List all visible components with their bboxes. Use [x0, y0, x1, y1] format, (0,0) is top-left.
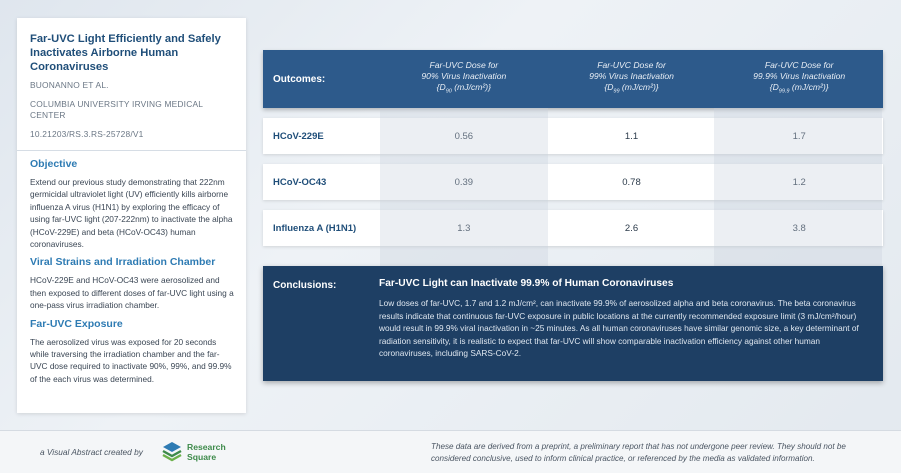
column-header: Far-UVC Dose for 99.9% Virus Inactivation {$D_{99.9}$ (mJ/cm²)}: [753, 60, 846, 95]
outcomes-label: Outcomes:: [273, 73, 326, 85]
section-text: Extend our previous study demonstrating that 222nm germicidal ultraviolet light (UV) efficiently kills airborne influenza A virus (H1N1) by exploring the efficacy of using far-UVC light (207-222nm) to inactivate the alpha (HCoV-229E) and beta (HCoV-OC43) human coronaviruses.: [30, 177, 233, 250]
table-cell: 1.2: [792, 176, 806, 188]
row-label: Influenza A (H1N1): [273, 222, 357, 234]
section-heading: Objective: [30, 158, 78, 170]
study-doi[interactable]: 10.21203/RS.3.RS-25728/V1: [30, 129, 144, 139]
table-row: [263, 164, 883, 200]
section-text: The aerosolized virus was exposed for 20 seconds while traversing the irradiation chamber and the far-UVC dose required to inactivate 90%, 99%, and 99.9% of the each virus was determined.: [30, 336, 232, 384]
table-row: [263, 118, 883, 154]
section-heading: Viral Strains and Irradiation Chamber: [30, 256, 216, 269]
table-cell: 1.3: [457, 222, 471, 234]
study-sidebar: [17, 18, 246, 413]
table-cell: 1.1: [624, 130, 639, 142]
conclusions-text: Low doses of far-UVC, 1.7 and 1.2 mJ/cm², can inactivate 99.9% of aerosolized alpha and beta coronavirus. The beta coronavirus results indicate that continuous far-UVC exposure in public locations at the currently recommended exposure limit (3 mJ/cm²/hour) would result in 99.9% viral inactivation in ~25 minutes. As all human coronaviruses have similar genomic size, a key determinant of radiation sensitivity, it is realistic to expect that far-UVC will show comparable inactivation efficiency against other human coronaviruses, including SARS-CoV-2.: [379, 298, 859, 359]
footer: [0, 430, 901, 473]
research-square-logo-icon[interactable]: [161, 440, 183, 462]
table-cell: 0.78: [622, 176, 641, 188]
table-cell: 1.7: [792, 130, 806, 142]
conclusions-title: Far-UVC Light can Inactivate 99.9% of Human Coronaviruses: [379, 278, 674, 289]
row-label: HCoV-OC43: [273, 176, 327, 188]
table-header: [263, 50, 883, 108]
section-heading: Far-UVC Exposure: [30, 317, 123, 330]
table-cell: 0.56: [454, 130, 474, 142]
column-header: Far-UVC Dose for 90% Virus Inactivation {$D_{90}$ (mJ/cm²)}: [421, 60, 507, 95]
conclusions-label: Conclusions:: [273, 280, 337, 291]
table-cell: 0.39: [454, 176, 474, 188]
disclaimer-text: These data are derived from a preprint, a preliminary report that has not undergone peer review. They should not be considered conclusive, used to inform clinical practice, or referenced by the media as validated information.: [431, 442, 846, 463]
outcomes-table: [263, 50, 883, 246]
conclusions-panel: [263, 266, 883, 381]
brand-name[interactable]: Research Square: [187, 442, 226, 462]
study-institution: COLUMBIA UNIVERSITY IRVING MEDICAL CENTER: [30, 99, 203, 120]
table-cell: 2.6: [624, 222, 639, 234]
study-title: Far-UVC Light Efficiently and Safely Inactivates Airborne Human Coronaviruses: [30, 33, 221, 73]
study-header: [17, 18, 246, 151]
column-header: Far-UVC Dose for 99% Virus Inactivation {$D_{99}$ (mJ/cm²)}: [589, 60, 674, 95]
section-text: HCoV-229E and HCoV-OC43 were aerosolized and then exposed to different doses of far-UVC light using a one-pass virus irradiation chamber.: [30, 275, 234, 311]
study-authors: BUONANNO ET AL.: [30, 80, 109, 90]
study-sections: [17, 151, 246, 385]
conclusions-body: [379, 266, 883, 381]
credit-text: a Visual Abstract created by: [40, 447, 143, 457]
row-label: HCoV-229E: [273, 130, 324, 142]
table-row: [263, 210, 883, 246]
table-cell: 3.8: [792, 222, 806, 234]
